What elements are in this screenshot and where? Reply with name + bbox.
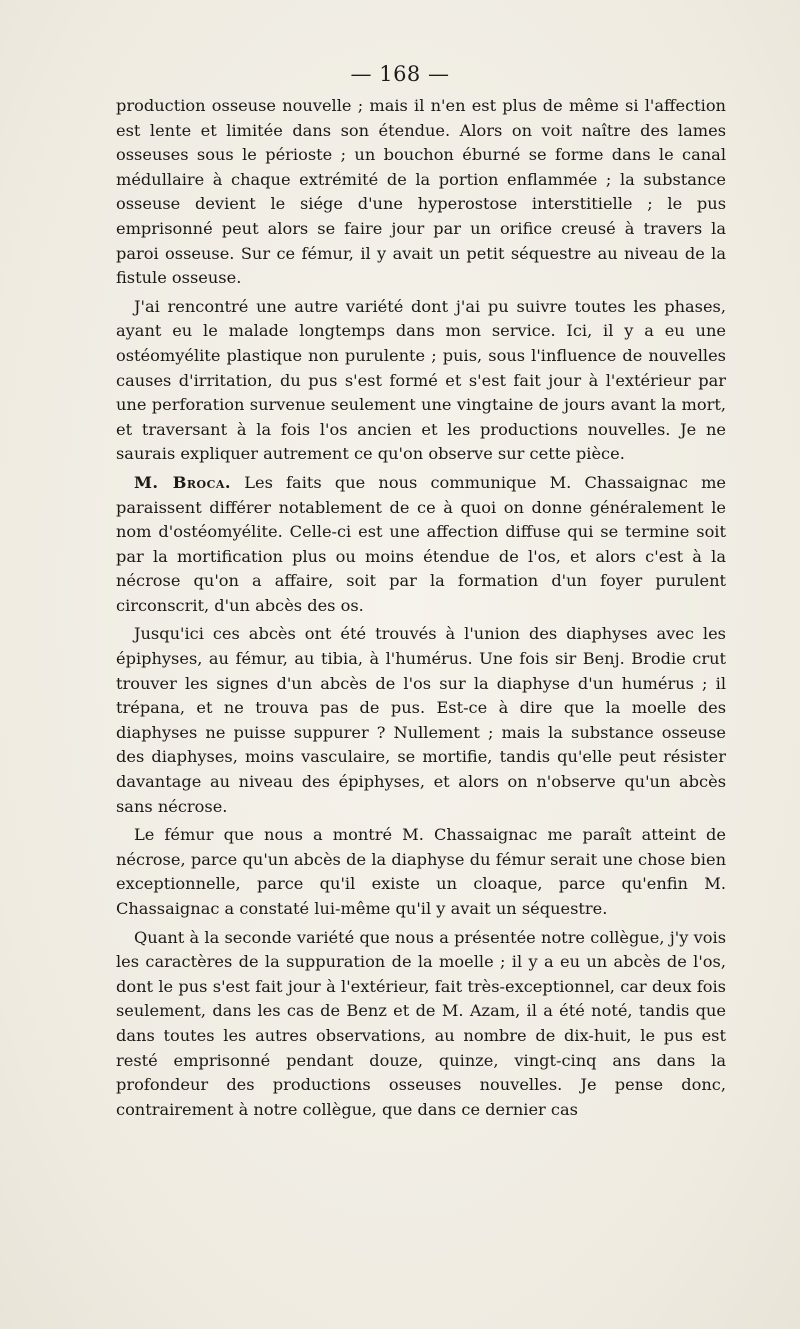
paragraph-text: Les faits que nous communique M. Chassaignac me paraissent différer notablement de ce à quoi on donne généralement le nom d'ostéomyélite. Celle-ci est une affection diffuse qui se termine soit par la mortification plus ou moins étendue de l'os, et alors c'est à la nécrose qu'on a affaire, soit par la formation d'un foyer purulent circonscrit, d'un abcès des os.: [116, 472, 726, 615]
paragraph: [116, 926, 726, 1123]
paragraph: [116, 94, 726, 291]
paragraph-text: J'ai rencontré une autre variété dont j'ai pu suivre toutes les phases, ayant eu le malade longtemps dans mon service. Ici, il y a eu une ostéomyélite plastique non purulente ; puis, sous l'influence de nouvelles causes d'irritation, du pus s'est formé et s'est fait jour à l'extérieur par une perforation survenue seulement une vingtaine de jours avant la mort, et traversant à la fois l'os ancien et les productions nouvelles. Je ne saurais expliquer autrement ce qu'on observe sur cette pièce.: [116, 296, 726, 464]
paragraph: [116, 471, 726, 619]
paragraph-text: Jusqu'ici ces abcès ont été trouvés à l'union des diaphyses avec les épiphyses, au fémur, au tibia, à l'humérus. Une fois sir Benj. Brodie crut trouver les signes d'un abcès de l'os sur la diaphyse d'un humérus ; il trépana, et ne trouva pas de pus. Est-ce à dire que la moelle des diaphyses ne puisse suppurer ? Nullement ; mais la substance osseuse des diaphyses, moins vasculaire, se mortifie, tandis qu'elle peut résister davantage au niveau des épiphyses, et alors on n'observe qu'un abcès sans nécrose.: [116, 624, 726, 816]
paragraph: [116, 622, 726, 819]
speaker-name: M. Broca.: [134, 472, 232, 492]
paragraph: [116, 823, 726, 921]
paragraph-text: Quant à la seconde variété que nous a présentée notre collègue, j'y vois les caractères de la suppuration de la moelle ; il y a eu un abcès de l'os, dont le pus s'est fait jour à l'extérieur, fait très-exceptionnel, car deux fois seulement, dans les cas de Benz et de M. Azam, il a été noté, tandis que dans toutes les autres observations, au nombre de dix-huit, le pus est resté emprisonné pendant douze, quinze, vingt-cinq ans dans la profondeur des productions osseuses nouvelles. Je pense donc, contrairement à notre collègue, que dans ce dernier cas: [116, 927, 726, 1119]
page-body: [116, 94, 726, 1126]
page-number: — 168 —: [350, 62, 450, 86]
paragraph: [116, 295, 726, 467]
paragraph-text: production osseuse nouvelle ; mais il n'en est plus de même si l'affection est lente et limitée dans son étendue. Alors on voit naître des lames osseuses sous le périoste ; un bouchon éburné se forme dans le canal médullaire à chaque extrémité de la portion enflammée ; la substance osseuse devient le siége d'une hyperostose interstitielle ; le pus emprisonné peut alors se faire jour par un orifice creusé à travers la paroi osseuse. Sur ce fémur, il y avait un petit séquestre au niveau de la fistule osseuse.: [116, 96, 726, 288]
paragraph-text: Le fémur que nous a montré M. Chassaignac me paraît atteint de nécrose, parce qu'un abcès de la diaphyse du fémur serait une chose bien exceptionnelle, parce qu'il existe un cloaque, parce qu'enfin M. Chassaignac a constaté lui-même qu'il y avait un séquestre.: [116, 825, 726, 918]
